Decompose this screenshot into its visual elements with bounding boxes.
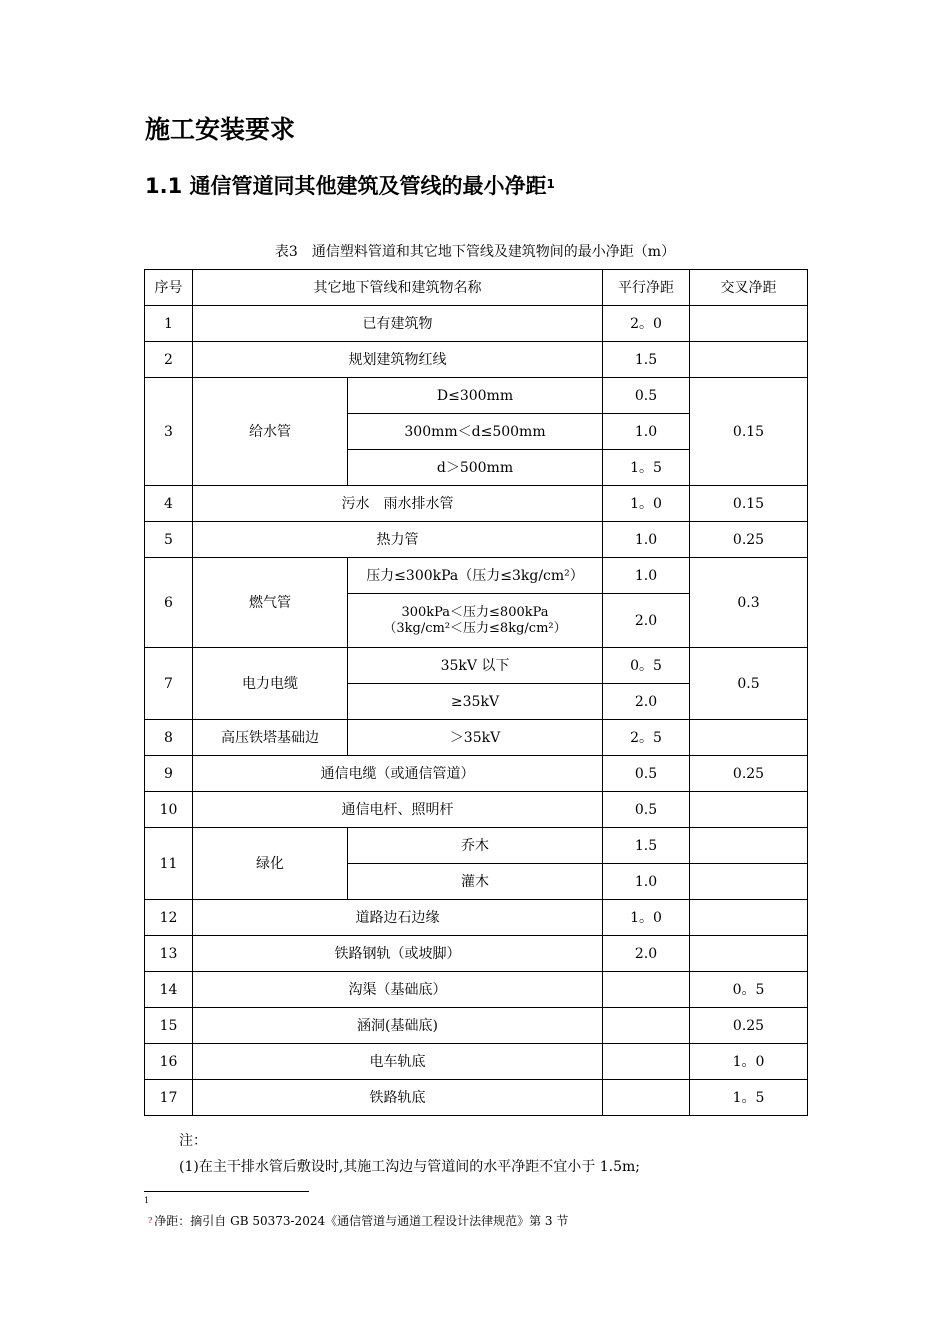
footnote-divider — [144, 1191, 309, 1192]
header-seq: 序号 — [145, 270, 193, 306]
page-heading: 施工安装要求 — [145, 115, 296, 144]
cell-name: ≥35kV — [348, 684, 603, 720]
cell-name: 通信电缆（或通信管道） — [193, 756, 603, 792]
cell-parallel: 2.0 — [603, 594, 690, 648]
cell-name: 乔木 — [348, 828, 603, 864]
cell-seq: 8 — [145, 720, 193, 756]
cell-seq: 16 — [145, 1044, 193, 1080]
cell-name: d＞500mm — [348, 450, 603, 486]
table-row — [145, 792, 808, 828]
cell-cross — [690, 306, 808, 342]
cell-cross: 0.25 — [690, 522, 808, 558]
cell-parallel: 1。0 — [603, 900, 690, 936]
cell-name: 污水 雨水排水管 — [193, 486, 603, 522]
cell-name-two-line — [348, 594, 603, 648]
cell-seq: 14 — [145, 972, 193, 1008]
cell-parallel — [603, 972, 690, 1008]
cell-parallel: 2。0 — [603, 306, 690, 342]
cell-name: 300mm＜d≤500mm — [348, 414, 603, 450]
cell-cross: 0.25 — [690, 1008, 808, 1044]
cell-parallel: 1.0 — [603, 414, 690, 450]
footnote — [148, 1212, 568, 1230]
table-row — [145, 378, 808, 414]
cell-name: 热力管 — [193, 522, 603, 558]
cell-name: 已有建筑物 — [193, 306, 603, 342]
cell-name: 规划建筑物红线 — [193, 342, 603, 378]
cell-name: 通信电杆、照明杆 — [193, 792, 603, 828]
cell-cross — [690, 792, 808, 828]
section-heading-text: 1.1 通信管道同其他建筑及管线的最小净距 — [145, 174, 547, 198]
cell-parallel: 0。5 — [603, 648, 690, 684]
cell-parallel: 0.5 — [603, 756, 690, 792]
cell-cross — [690, 720, 808, 756]
cell-name: 道路边石边缘 — [193, 900, 603, 936]
cell-seq: 10 — [145, 792, 193, 828]
table-row — [145, 900, 808, 936]
table-row — [145, 558, 808, 594]
table-row — [145, 720, 808, 756]
notes-title: 注： — [179, 1133, 207, 1149]
table-row — [145, 1044, 808, 1080]
cell-name: 沟渠（基础底） — [193, 972, 603, 1008]
cell-parallel: 1。0 — [603, 486, 690, 522]
cell-group: 给水管 — [193, 378, 348, 486]
cell-line: （3kg/cm²＜压力≤8kg/cm²） — [383, 620, 567, 636]
cell-line: 300kPa＜压力≤800kPa — [401, 604, 549, 620]
cell-cross: 1。0 — [690, 1044, 808, 1080]
table-row — [145, 756, 808, 792]
table-row — [145, 306, 808, 342]
cell-seq: 9 — [145, 756, 193, 792]
table-row — [145, 648, 808, 684]
cell-name: 铁路轨底 — [193, 1080, 603, 1116]
cell-cross — [690, 900, 808, 936]
cell-seq: 6 — [145, 558, 193, 648]
cell-cross: 0。5 — [690, 972, 808, 1008]
cell-cross — [690, 864, 808, 900]
cell-cross — [690, 828, 808, 864]
cell-cross: 0.25 — [690, 756, 808, 792]
cell-name: 压力≤300kPa（压力≤3kg/cm²） — [348, 558, 603, 594]
cell-parallel: 1.0 — [603, 864, 690, 900]
cell-parallel: 0.5 — [603, 378, 690, 414]
cell-name: 涵洞(基础底) — [193, 1008, 603, 1044]
cell-cross: 0.15 — [690, 486, 808, 522]
table-row — [145, 936, 808, 972]
cell-parallel: 2.0 — [603, 684, 690, 720]
footnote-ref[interactable]: 1 — [546, 177, 555, 191]
footnote-text: 净距：摘引自 GB 50373-2024《通信管道与通道工程设计法律规范》第 3 节 — [154, 1214, 569, 1228]
header-name: 其它地下管线和建筑物名称 — [193, 270, 603, 306]
table-header-row — [145, 270, 808, 306]
cell-name: ＞35kV — [348, 720, 603, 756]
table-row — [145, 486, 808, 522]
table-row — [145, 1008, 808, 1044]
cell-name: 35kV 以下 — [348, 648, 603, 684]
cell-seq: 13 — [145, 936, 193, 972]
cell-parallel: 1。5 — [603, 450, 690, 486]
cell-group: 燃气管 — [193, 558, 348, 648]
header-cross: 交叉净距 — [690, 270, 808, 306]
cell-cross: 0.5 — [690, 648, 808, 720]
cell-name: 灌木 — [348, 864, 603, 900]
cell-group: 电力电缆 — [193, 648, 348, 720]
footnote-mark: 1 — [144, 1196, 150, 1205]
cell-cross: 0.15 — [690, 378, 808, 486]
footnote-ref-marker: ? — [148, 1216, 153, 1225]
section-heading — [145, 170, 555, 202]
table-row — [145, 972, 808, 1008]
cell-parallel: 0.5 — [603, 792, 690, 828]
cell-name: 铁路钢轨（或坡脚） — [193, 936, 603, 972]
cell-parallel: 1.5 — [603, 828, 690, 864]
table-row — [145, 342, 808, 378]
cell-parallel: 1.0 — [603, 558, 690, 594]
cell-seq: 15 — [145, 1008, 193, 1044]
note-item: (1)在主干排水管后敷设时,其施工沟边与管道间的水平净距不宜小于 1.5m; — [179, 1159, 640, 1175]
table-row — [145, 522, 808, 558]
table-row — [145, 828, 808, 864]
cell-seq: 17 — [145, 1080, 193, 1116]
cell-seq: 3 — [145, 378, 193, 486]
cell-seq: 11 — [145, 828, 193, 900]
clearance-table — [144, 269, 808, 1116]
cell-cross — [690, 936, 808, 972]
header-parallel: 平行净距 — [603, 270, 690, 306]
cell-name: D≤300mm — [348, 378, 603, 414]
cell-group: 绿化 — [193, 828, 348, 900]
cell-parallel: 2。5 — [603, 720, 690, 756]
cell-parallel: 2.0 — [603, 936, 690, 972]
cell-name: 电车轨底 — [193, 1044, 603, 1080]
cell-seq: 7 — [145, 648, 193, 720]
table-row — [145, 1080, 808, 1116]
cell-seq: 2 — [145, 342, 193, 378]
cell-seq: 1 — [145, 306, 193, 342]
cell-seq: 4 — [145, 486, 193, 522]
cell-parallel — [603, 1080, 690, 1116]
cell-group: 高压铁塔基础边 — [193, 720, 348, 756]
cell-parallel — [603, 1044, 690, 1080]
cell-seq: 12 — [145, 900, 193, 936]
cell-seq: 5 — [145, 522, 193, 558]
cell-cross: 0.3 — [690, 558, 808, 648]
table-caption: 表3 通信塑料管道和其它地下管线及建筑物间的最小净距（m） — [274, 244, 676, 260]
cell-cross: 1。5 — [690, 1080, 808, 1116]
cell-parallel: 1.5 — [603, 342, 690, 378]
cell-parallel — [603, 1008, 690, 1044]
cell-cross — [690, 342, 808, 378]
cell-parallel: 1.0 — [603, 522, 690, 558]
